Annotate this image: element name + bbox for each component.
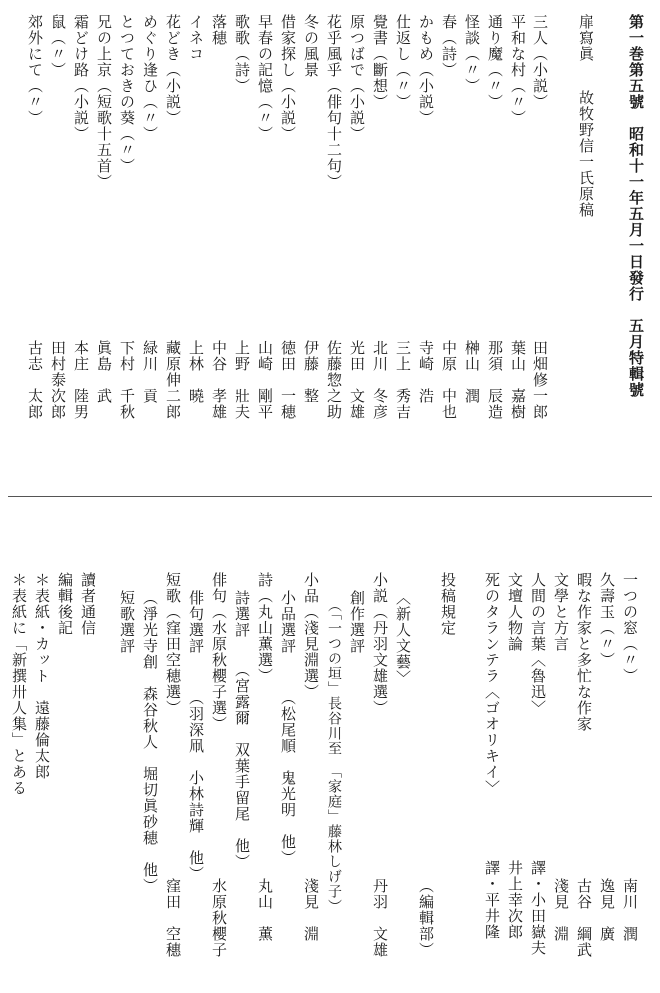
toc-author: 上野 壯夫 <box>233 340 251 420</box>
toc-author: 光田 文雄 <box>348 340 366 420</box>
toc-title: 仕返し（〃） <box>394 14 412 110</box>
toc-author: 逸見 廣 <box>598 878 616 942</box>
toc-author: 榊山 潤 <box>463 340 481 404</box>
toc-author: 徳田 一穂 <box>279 340 297 420</box>
toc-note: （「一つの垣」長谷川至 「家庭」藤林しげ子） <box>326 598 342 914</box>
toc-author: 故牧野信一氏原稿 <box>577 90 595 218</box>
toc-title: めぐり逢ひ（〃） <box>141 14 159 142</box>
toc-title: 俳句選評 <box>187 590 205 654</box>
toc-title: 春（詩） <box>440 14 458 78</box>
toc-author: 井上幸次郎 <box>506 860 524 940</box>
toc-author: 譯・平井隆 <box>483 860 501 940</box>
toc-note: （羽深凧 小林詩輝 他） <box>187 690 205 882</box>
toc-title: 死のタランテラ〈ゴオリキイ〉 <box>483 572 501 796</box>
toc-author: 中原 中也 <box>440 340 458 420</box>
toc-author: 古志 太郎 <box>26 340 44 420</box>
toc-title: 詩選評 <box>233 590 251 638</box>
toc-author: 淺見 淵 <box>552 878 570 942</box>
toc-note: （宮露爾 双葉手留尾 他） <box>233 662 251 870</box>
toc-title: 通り魔（〃） <box>486 14 504 110</box>
toc-title: 三人（小説） <box>531 14 549 110</box>
toc-title: 冬の風景 <box>302 14 320 78</box>
toc-author: 上林 曉 <box>187 340 205 404</box>
toc-author: 藏原伸二郎 <box>164 340 182 420</box>
toc-title: 花乎風乎（俳句十二句） <box>325 14 343 190</box>
issue-header: 第一巻第五號 昭和十一年五月一日發行 五月特輯號 <box>627 14 645 398</box>
toc-author: 本庄 陸男 <box>72 340 90 420</box>
toc-author: 那須 辰造 <box>486 340 504 420</box>
toc-title: 讀者通信 <box>79 572 97 636</box>
toc-author: 緑川 貢 <box>141 340 159 404</box>
toc-title: 郊外にて（〃） <box>26 14 44 126</box>
toc-title: 詩（丸山薫選） <box>256 572 274 684</box>
toc-author: 北川 冬彦 <box>371 340 389 420</box>
toc-title: 一つの窓（〃） <box>621 572 639 684</box>
toc-author: 葉山 嘉樹 <box>509 340 527 420</box>
toc-title: 兄の上京（短歌十五首） <box>95 14 113 190</box>
toc-title: 俳句（水原秋櫻子選） <box>210 572 228 732</box>
toc-title: 小品選評 <box>279 590 297 654</box>
toc-title: かもめ（小説） <box>417 14 435 126</box>
toc-title: 文壇人物論 <box>506 572 524 652</box>
toc-author: 下村 千秋 <box>118 340 136 420</box>
toc-author: 淺見 淵 <box>302 878 320 942</box>
toc-title: イネコ <box>187 14 205 62</box>
toc-title: 扉寫眞 <box>577 14 595 62</box>
toc-author: 田村泰次郎 <box>49 340 67 420</box>
toc-title: 小品（淺見淵選） <box>302 572 320 700</box>
toc-note: （淨光寺創 森谷秋人 堀切眞砂穂 他） <box>141 590 159 894</box>
toc-title: 短歌（窪田空穂選） <box>164 572 182 716</box>
toc-title: 人間の言葉〈魯迅〉 <box>529 572 547 716</box>
section-divider <box>8 496 652 497</box>
toc-title: 文學と方言 <box>552 572 570 652</box>
toc-author: （編輯部） <box>417 878 435 958</box>
toc-title: 暇な作家と多忙な作家 <box>575 572 593 732</box>
toc-title: 創作選評 <box>348 590 366 654</box>
toc-title: 霜どけ路（小説） <box>72 14 90 142</box>
toc-heading: 〈新人文藝〉 <box>394 590 412 686</box>
toc-title: 久壽玉（〃） <box>598 572 616 668</box>
toc-author: 古谷 綱武 <box>575 878 593 958</box>
toc-author: 眞島 武 <box>95 340 113 404</box>
toc-title: 借家探し（小説） <box>279 14 297 142</box>
toc-footnote: ＊表紙に「新撰卅人集」とある <box>10 572 28 796</box>
toc-author: 譯・小田嶽夫 <box>529 860 547 956</box>
toc-author: 中谷 孝雄 <box>210 340 228 420</box>
toc-author: 田畑修一郎 <box>531 340 549 420</box>
toc-title: 投稿規定 <box>439 572 457 636</box>
toc-title: 小説（丹羽文雄選） <box>371 572 389 716</box>
toc-author: 伊藤 整 <box>302 340 320 404</box>
toc-title: 鼠（〃） <box>49 14 67 78</box>
toc-title: 花どき（小説） <box>164 14 182 126</box>
toc-author: 三上 秀吉 <box>394 340 412 420</box>
toc-footnote: ＊表紙・カット 遠藤倫太郎 <box>33 572 51 780</box>
toc-title: 短歌選評 <box>118 590 136 654</box>
toc-title: 原つばで（小説） <box>348 14 366 142</box>
toc-title: 覺書（斷想） <box>371 14 389 110</box>
toc-title: 早春の記憶（〃） <box>256 14 274 142</box>
toc-author: 山崎 剛平 <box>256 340 274 420</box>
toc-title: 落穂 <box>210 14 228 46</box>
toc-title: とつておきの葵（〃） <box>118 14 136 174</box>
toc-author: 丸山 薫 <box>256 878 274 942</box>
toc-author: 窪田 空穗 <box>164 878 182 958</box>
toc-author: 寺崎 浩 <box>417 340 435 404</box>
toc-author: 佐藤惣之助 <box>325 340 343 420</box>
toc-author: 南川 潤 <box>621 878 639 942</box>
toc-title: 怪談（〃） <box>463 14 481 94</box>
toc-title: 平和な村（〃） <box>509 14 527 126</box>
toc-author: 丹羽 文雄 <box>371 878 389 958</box>
toc-note: （松尾順 鬼光明 他） <box>279 690 297 866</box>
toc-author: 水原秋櫻子 <box>210 878 228 958</box>
toc-title: 歌歌（詩） <box>233 14 251 94</box>
toc-title: 編輯後記 <box>56 572 74 636</box>
